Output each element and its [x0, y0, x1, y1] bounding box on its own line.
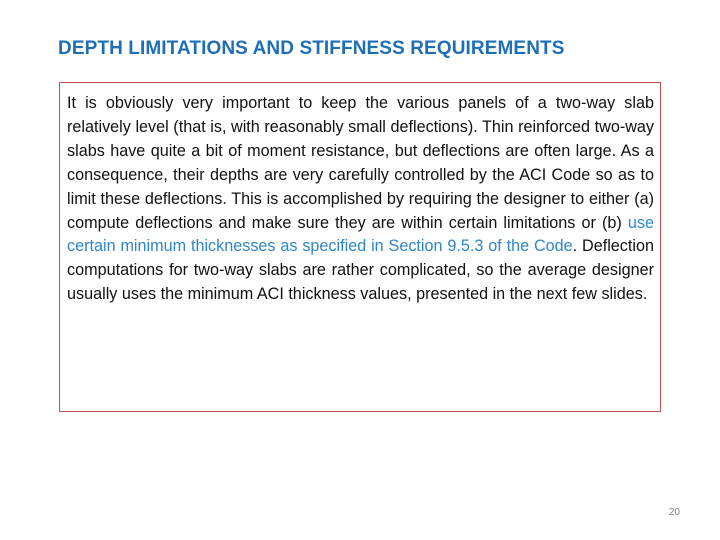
- body-text-before: It is obviously very important to keep the various panels of a two-way slab relatively level (that is, with reasonably small deflections). Thin reinforced two-way slabs have quite a bit of moment resistance, but deflections are often large. As a consequence, their depths are very carefully controlled by the ACI Code so as to limit these deflections. This is accomplished by requiring the designer to either (a) compute deflections and make sure they are within certain limitations or (b): [67, 94, 654, 232]
- body-paragraph: [67, 92, 654, 307]
- body-text-highlight: use certain minimum thicknesses as specified in Section 9.5.3 of the Code: [67, 213, 654, 256]
- body-text-box: [59, 82, 661, 412]
- slide-title: DEPTH LIMITATIONS AND STIFFNESS REQUIREMENTS: [58, 38, 565, 59]
- body-text-after: . Deflection computations for two-way slabs are rather complicated, so the average designer usually uses the minimum ACI thickness values, presented in the next few slides.: [67, 237, 654, 304]
- page-number: 20: [668, 507, 680, 518]
